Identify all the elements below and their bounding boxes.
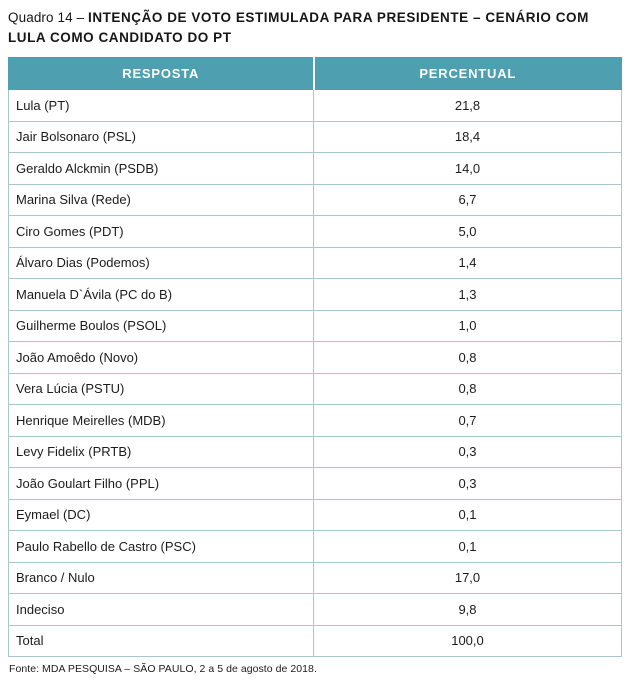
row-value: 100,0 — [314, 625, 622, 657]
caption-title: INTENÇÃO DE VOTO ESTIMULADA PARA PRESIDENTE – CENÁRIO COM LULA COMO CANDIDATO DO PT — [8, 10, 589, 45]
row-value: 1,4 — [314, 247, 622, 279]
table-row — [9, 436, 622, 468]
table-row — [9, 373, 622, 405]
row-value: 17,0 — [314, 562, 622, 594]
voting-intention-table — [8, 57, 622, 657]
table-row — [9, 153, 622, 185]
row-label: Henrique Meirelles (MDB) — [9, 405, 314, 437]
row-label: Paulo Rabello de Castro (PSC) — [9, 531, 314, 563]
row-value: 6,7 — [314, 184, 622, 216]
row-label: João Goulart Filho (PPL) — [9, 468, 314, 500]
table-row — [9, 279, 622, 311]
column-header-resposta: RESPOSTA — [9, 58, 314, 90]
row-label: Geraldo Alckmin (PSDB) — [9, 153, 314, 185]
row-label: Jair Bolsonaro (PSL) — [9, 121, 314, 153]
row-label: Marina Silva (Rede) — [9, 184, 314, 216]
row-label: Ciro Gomes (PDT) — [9, 216, 314, 248]
row-value: 0,8 — [314, 342, 622, 374]
row-value: 9,8 — [314, 594, 622, 626]
row-label: Álvaro Dias (Podemos) — [9, 247, 314, 279]
column-header-percentual: PERCENTUAL — [314, 58, 622, 90]
row-label: Lula (PT) — [9, 90, 314, 122]
row-value: 1,0 — [314, 310, 622, 342]
row-value: 21,8 — [314, 90, 622, 122]
row-label: Branco / Nulo — [9, 562, 314, 594]
table-row — [9, 405, 622, 437]
source-note: Fonte: MDA PESQUISA – SÃO PAULO, 2 a 5 de agosto de 2018. — [9, 663, 317, 675]
table-row — [9, 310, 622, 342]
table-body — [9, 90, 622, 657]
row-value: 0,3 — [314, 436, 622, 468]
row-value: 5,0 — [314, 216, 622, 248]
table-row — [9, 468, 622, 500]
row-label: Manuela D`Ávila (PC do B) — [9, 279, 314, 311]
table-row — [9, 121, 622, 153]
row-value: 0,8 — [314, 373, 622, 405]
table-header — [9, 58, 622, 90]
row-value: 0,7 — [314, 405, 622, 437]
row-label: Total — [9, 625, 314, 657]
table-row — [9, 499, 622, 531]
table-row — [9, 216, 622, 248]
row-value: 0,3 — [314, 468, 622, 500]
row-label: Guilherme Boulos (PSOL) — [9, 310, 314, 342]
row-label: Indeciso — [9, 594, 314, 626]
row-label: Vera Lúcia (PSTU) — [9, 373, 314, 405]
table-header-row — [9, 58, 622, 90]
caption-lead: Quadro 14 – — [8, 10, 89, 25]
row-label: João Amoêdo (Novo) — [9, 342, 314, 374]
row-value: 1,3 — [314, 279, 622, 311]
table-row — [9, 90, 622, 122]
row-value: 14,0 — [314, 153, 622, 185]
table-row — [9, 562, 622, 594]
table-row — [9, 531, 622, 563]
row-value: 0,1 — [314, 531, 622, 563]
row-value: 0,1 — [314, 499, 622, 531]
row-label: Eymael (DC) — [9, 499, 314, 531]
table-row — [9, 247, 622, 279]
row-value: 18,4 — [314, 121, 622, 153]
table-row — [9, 184, 622, 216]
table-caption — [8, 8, 622, 48]
row-label: Levy Fidelix (PRTB) — [9, 436, 314, 468]
table-row-total — [9, 625, 622, 657]
table-row — [9, 342, 622, 374]
table-row — [9, 594, 622, 626]
